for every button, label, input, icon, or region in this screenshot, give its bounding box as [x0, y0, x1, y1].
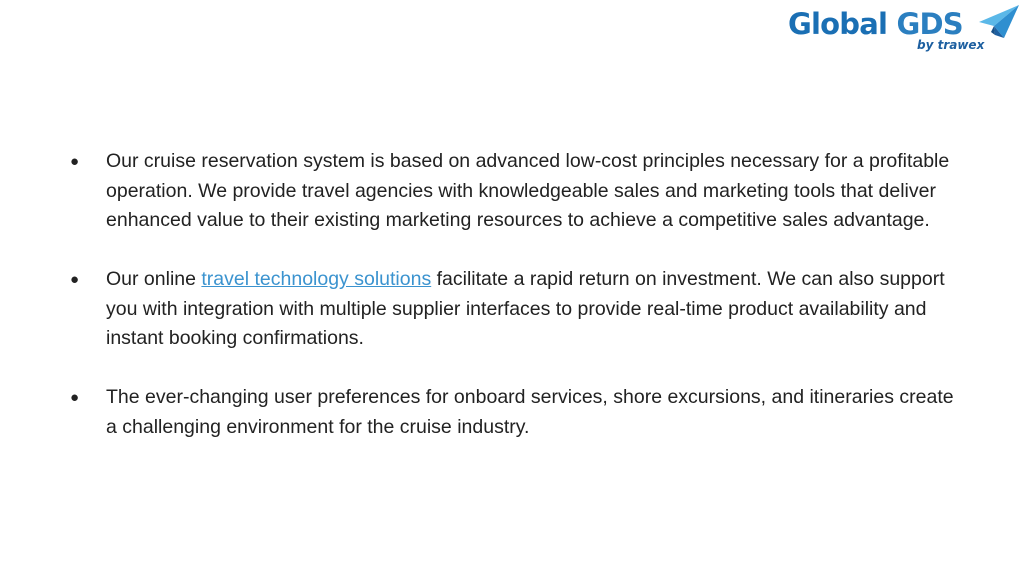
list-item [68, 265, 968, 354]
paper-plane-icon [978, 2, 1020, 42]
list-item [68, 147, 968, 236]
bullet-list [68, 147, 968, 472]
bullet-marker: ● [70, 271, 80, 288]
bullet-marker: ● [70, 389, 80, 406]
bullet-text-before: Our online [106, 268, 202, 290]
logo-tagline: by trawex [917, 38, 985, 52]
global-gds-logo[interactable] [788, 2, 1020, 54]
bullet-text: Our cruise reservation system is based on advanced low-cost principles necessary for a profitable operation. We provide travel agencies with knowledgeable sales and marketing tools that deliver enhanced value to their existing marketing resources to achieve a competitive sales advantage. [106, 150, 950, 231]
bullet-text-after: facilitate a rapid return on investment. We can also support you with integration with multiple supplier interfaces to provide real-time product availability and instant booking confirmations. [106, 268, 945, 349]
bullet-marker: ● [70, 153, 80, 170]
logo-brand: Global [788, 7, 888, 41]
travel-technology-link[interactable]: travel technology solutions [201, 268, 432, 290]
list-item [68, 383, 968, 442]
bullet-text: The ever-changing user preferences for onboard services, shore excursions, and itineraries create a challenging environment for the cruise industry. [106, 386, 954, 438]
logo-brand-accent: GDS [896, 7, 963, 41]
